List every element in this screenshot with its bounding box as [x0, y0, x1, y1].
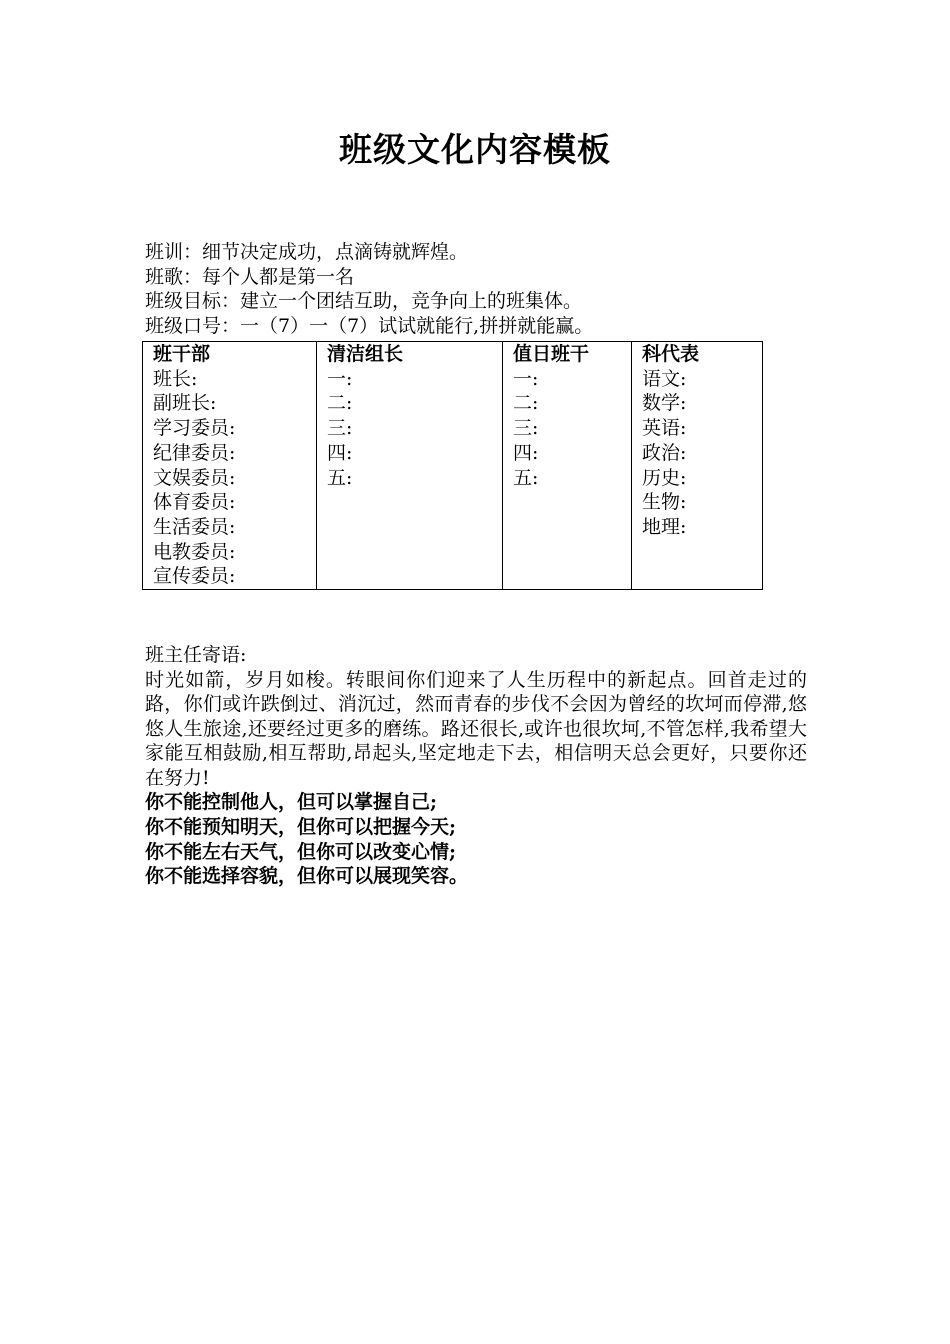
list-item: 纪律委员:: [153, 441, 236, 464]
list-item: 英语:: [642, 417, 687, 440]
list-item: 一:: [327, 367, 353, 390]
list-item: 电教委员:: [153, 540, 236, 563]
cleaning-leaders-cell: [317, 367, 503, 590]
class-intro: [145, 240, 815, 338]
class-motto: 班训：细节决定成功，点滴铸就辉煌。: [145, 241, 469, 263]
header-cleaning-leaders: 清洁组长: [317, 342, 503, 367]
message-heading: 班主任寄语:: [145, 644, 247, 666]
message-line: 你不能控制他人，但可以掌握自己;: [145, 791, 438, 814]
list-item: 班长:: [153, 367, 198, 390]
class-slogan: 班级口号：一（7）一（7）试试就能行,拼拼就能赢。: [145, 314, 594, 337]
class-officers-cell: [143, 367, 317, 590]
list-item: 四:: [327, 441, 353, 464]
message-paragraph: 时光如箭，岁月如梭。转眼间你们迎来了人生历程中的新起点。回首走过的路，你们或许跌倒过、消沉过，然而青春的步伐不会因为曾经的坎坷而停滞,悠悠人生旅途,还要经过更多的磨练。路还很长,或许也很坎坷,不管怎样,我希望大家能互相鼓励,相互帮助,昂起头,坚定地走下去，相信明天总会更好，只要你还在努力!: [145, 668, 807, 789]
header-class-officers: 班干部: [143, 342, 317, 367]
list-item: 政治:: [642, 441, 687, 464]
list-item: 五:: [327, 466, 353, 489]
table-row: [143, 367, 763, 590]
list-item: 生活委员:: [153, 515, 236, 538]
list-item: 二:: [513, 392, 539, 415]
header-subject-reps: 科代表: [632, 342, 763, 367]
teacher-message: [145, 643, 807, 889]
list-item: 学习委员:: [153, 417, 236, 440]
class-roster-table: [142, 341, 763, 590]
list-item: 副班长:: [153, 392, 217, 415]
list-item: 数学:: [642, 392, 687, 415]
duty-officers-cell: [503, 367, 632, 590]
list-item: 五:: [513, 466, 539, 489]
list-item: 四:: [513, 441, 539, 464]
list-item: 地理:: [642, 515, 687, 538]
list-item: 生物:: [642, 491, 687, 514]
header-duty-officers: 值日班干: [503, 342, 632, 367]
subject-reps-cell: [632, 367, 763, 590]
class-goal: 班级目标：建立一个团结互助，竞争向上的班集体。: [145, 290, 583, 312]
list-item: 语文:: [642, 367, 687, 390]
list-item: 文娱委员:: [153, 466, 236, 489]
class-song: 班歌：每个人都是第一名: [145, 265, 355, 288]
list-item: 一:: [513, 367, 539, 390]
message-line: 你不能预知明天，但你可以把握今天;: [145, 816, 457, 839]
page-title: 班级文化内容模板: [339, 130, 611, 169]
table-header-row: [143, 342, 763, 367]
list-item: 三:: [513, 417, 539, 440]
message-line: 你不能左右天气，但你可以改变心情;: [145, 840, 457, 863]
list-item: 三:: [327, 417, 353, 440]
message-line: 你不能选择容貌，但你可以展现笑容。: [145, 865, 469, 888]
list-item: 二:: [327, 392, 353, 415]
list-item: 体育委员:: [153, 491, 236, 514]
list-item: 历史:: [642, 466, 687, 489]
list-item: 宣传委员:: [153, 565, 236, 588]
